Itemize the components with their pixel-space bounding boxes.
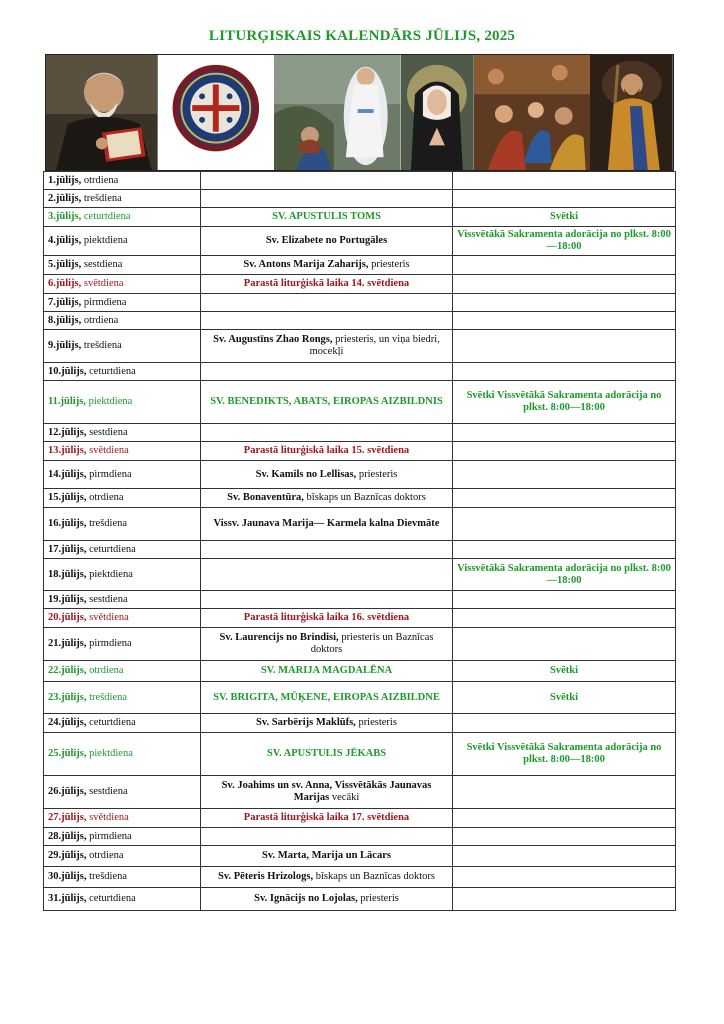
- celebration-cell: [201, 828, 453, 846]
- date-cell: [44, 809, 201, 828]
- weekday-label: otrdiena: [81, 314, 119, 326]
- date-cell: [44, 776, 201, 809]
- calendar-row: [44, 776, 676, 809]
- celebration-cell: [201, 489, 453, 508]
- celebration-cell: [201, 256, 453, 275]
- weekday-label: sestdiena: [81, 259, 123, 270]
- celebration-name: Vissv. Jaunava Marija— Karmela kalna Dievmāte: [213, 518, 440, 529]
- date-cell: [44, 312, 201, 330]
- calendar-row: [44, 172, 676, 190]
- note-text: Svētki Vissvētākā Sakramenta adorācija no plkst. 8:00—18:00: [466, 742, 662, 765]
- celebration-name: SV. APUSTULIS JĒKABS: [266, 748, 387, 759]
- calendar-row: [44, 628, 676, 661]
- weekday-label: ceturtdiena: [86, 543, 136, 555]
- celebration-cell: [201, 294, 453, 312]
- note-cell: [453, 208, 676, 227]
- date-label: 27.jūlijs,: [48, 812, 87, 823]
- note-cell: [453, 275, 676, 294]
- celebration-title: bīskaps un Baznīcas doktors: [313, 871, 435, 882]
- celebration-cell: [201, 591, 453, 609]
- celebration-name: Parastā liturģiskā laika 16. svētdiena: [243, 612, 410, 623]
- celebration-name: Sv. Antons Marija Zaharijs,: [243, 259, 369, 270]
- celebration-title: priesteris: [368, 259, 410, 270]
- calendar-row: [44, 541, 676, 559]
- weekday-label: sestdiena: [86, 786, 128, 797]
- date-label: 20.jūlijs,: [48, 612, 87, 623]
- date-label: 23.jūlijs,: [48, 691, 87, 703]
- weekday-label: sestdiena: [86, 426, 128, 438]
- weekday-label: svētdiena: [86, 612, 129, 623]
- calendar-row: [44, 330, 676, 363]
- note-text: Svētki: [549, 665, 578, 676]
- note-cell: [453, 508, 676, 541]
- weekday-label: piektdiena: [86, 568, 133, 580]
- date-cell: [44, 714, 201, 733]
- celebration-cell: [201, 559, 453, 591]
- calendar-row: [44, 294, 676, 312]
- date-cell: [44, 628, 201, 661]
- date-cell: [44, 461, 201, 489]
- calendar-row: [44, 714, 676, 733]
- date-label: 7.jūlijs,: [48, 296, 82, 308]
- date-cell: [44, 208, 201, 227]
- date-label: 19.jūlijs,: [48, 593, 87, 605]
- date-label: 31.jūlijs,: [48, 893, 87, 904]
- date-label: 3.jūlijs,: [48, 211, 82, 222]
- note-cell: [453, 867, 676, 888]
- celebration-title: priesteris: [356, 468, 398, 480]
- celebration-name: Sv. Marta, Marija un Lācars: [262, 850, 391, 861]
- note-text: Svētki: [549, 211, 578, 222]
- date-cell: [44, 294, 201, 312]
- date-label: 9.jūlijs,: [48, 340, 82, 351]
- note-cell: [453, 846, 676, 867]
- date-label: 21.jūlijs,: [48, 638, 87, 649]
- note-cell: [453, 424, 676, 442]
- date-label: 25.jūlijs,: [48, 748, 87, 759]
- calendar-row: [44, 190, 676, 208]
- celebration-cell: [201, 508, 453, 541]
- note-cell: [453, 682, 676, 714]
- note-cell: [453, 591, 676, 609]
- calendar-row: [44, 809, 676, 828]
- weekday-label: otrdiena: [86, 492, 124, 503]
- note-cell: [453, 256, 676, 275]
- weekday-label: ceturtdiena: [86, 365, 136, 377]
- note-cell: [453, 330, 676, 363]
- banner-images: [45, 54, 674, 171]
- calendar-row: [44, 442, 676, 461]
- celebration-title: priesteris un Baznīcas doktors: [310, 632, 434, 655]
- celebration-title: priesteris, un viņa biedri, mocekļi: [309, 334, 440, 357]
- note-text: Vissvētākā Sakramenta adorācija no plkst. 8:00—18:00: [457, 562, 671, 586]
- note-cell: [453, 172, 676, 190]
- note-cell: [453, 714, 676, 733]
- celebration-name: SV. MARIJA MAGDALĒNA: [260, 665, 393, 676]
- date-label: 30.jūlijs,: [48, 871, 87, 882]
- celebration-name: Sv. Joahims un sv. Anna, Vissvētākās Jaunavas Marijas: [221, 780, 432, 803]
- date-label: 8.jūlijs,: [48, 314, 82, 326]
- date-label: 2.jūlijs,: [48, 192, 82, 204]
- calendar-row: [44, 888, 676, 911]
- date-cell: [44, 256, 201, 275]
- note-cell: [453, 609, 676, 628]
- date-cell: [44, 442, 201, 461]
- date-label: 1.jūlijs,: [48, 174, 82, 186]
- celebration-name: Parastā liturģiskā laika 15. svētdiena: [243, 445, 410, 456]
- weekday-label: ceturtdiena: [86, 893, 136, 904]
- date-cell: [44, 591, 201, 609]
- date-cell: [44, 227, 201, 256]
- calendar-row: [44, 508, 676, 541]
- celebration-title: bīskaps un Baznīcas doktors: [303, 492, 426, 503]
- date-cell: [44, 559, 201, 591]
- calendar-row: [44, 609, 676, 628]
- calendar-row: [44, 828, 676, 846]
- date-cell: [44, 867, 201, 888]
- calendar-row: [44, 591, 676, 609]
- weekday-label: otrdiena: [86, 850, 124, 861]
- celebration-cell: [201, 190, 453, 208]
- date-cell: [44, 172, 201, 190]
- date-label: 17.jūlijs,: [48, 543, 87, 555]
- note-cell: [453, 661, 676, 682]
- celebration-name: Sv. Bonaventūra,: [227, 492, 304, 503]
- weekday-label: otrdiena: [81, 174, 119, 186]
- apparition-image: [274, 55, 401, 170]
- celebration-cell: [201, 733, 453, 776]
- weekday-label: otrdiena: [86, 665, 124, 676]
- weekday-label: svētdiena: [86, 812, 129, 823]
- celebration-cell: [201, 330, 453, 363]
- celebration-name: SV. BRIGITA, MŪĶENE, EIROPAS AIZBILDNE: [213, 691, 440, 703]
- saint-benedict-image: [46, 55, 158, 170]
- date-label: 24.jūlijs,: [48, 717, 87, 728]
- celebration-name: Parastā liturģiskā laika 17. svētdiena: [243, 812, 410, 823]
- celebration-cell: [201, 381, 453, 424]
- calendar-row: [44, 559, 676, 591]
- date-label: 4.jūlijs,: [48, 235, 82, 246]
- note-cell: [453, 442, 676, 461]
- celebration-cell: [201, 661, 453, 682]
- celebration-cell: [201, 442, 453, 461]
- date-label: 26.jūlijs,: [48, 786, 87, 797]
- weekday-label: trešdiena: [86, 691, 128, 703]
- calendar-row: [44, 661, 676, 682]
- calendar-row: [44, 461, 676, 489]
- celebration-name: Sv. Laurencijs no Brindisi,: [219, 632, 339, 643]
- date-label: 15.jūlijs,: [48, 492, 87, 503]
- celebration-name: Sv. Sarbērijs Maklūfs,: [256, 717, 356, 728]
- date-cell: [44, 682, 201, 714]
- date-cell: [44, 330, 201, 363]
- calendar-row: [44, 867, 676, 888]
- weekday-label: sestdiena: [86, 593, 128, 605]
- celebration-cell: [201, 682, 453, 714]
- note-text: Svētki Vissvētākā Sakramenta adorācija no plkst. 8:00—18:00: [466, 390, 662, 413]
- note-cell: [453, 363, 676, 381]
- note-cell: [453, 888, 676, 911]
- weekday-label: trešdiena: [81, 192, 122, 204]
- weekday-label: trešdiena: [81, 340, 122, 351]
- note-cell: [453, 559, 676, 591]
- celebration-name: SV. APUSTULIS TOMS: [272, 211, 381, 222]
- celebration-cell: [201, 888, 453, 911]
- saint-benedict-medal-image: [158, 55, 275, 170]
- date-cell: [44, 489, 201, 508]
- date-cell: [44, 661, 201, 682]
- weekday-label: piektdiena: [81, 235, 128, 246]
- note-cell: [453, 312, 676, 330]
- calendar-row: [44, 489, 676, 508]
- calendar-row: [44, 275, 676, 294]
- celebration-cell: [201, 867, 453, 888]
- date-cell: [44, 846, 201, 867]
- celebration-name: Sv. Augustīns Zhao Rongs,: [213, 334, 333, 345]
- note-cell: [453, 461, 676, 489]
- date-label: 11.jūlijs,: [48, 396, 86, 407]
- weekday-label: ceturtdiena: [81, 211, 131, 222]
- note-cell: [453, 190, 676, 208]
- date-cell: [44, 508, 201, 541]
- calendar-row: [44, 256, 676, 275]
- celebration-title: priesteris: [357, 893, 399, 904]
- weekday-label: trešdiena: [86, 518, 128, 529]
- celebration-cell: [201, 541, 453, 559]
- weekday-label: piektdiena: [86, 748, 133, 759]
- celebration-cell: [201, 461, 453, 489]
- celebration-name: SV. BENEDIKTS, ABATS, EIROPAS AIZBILDNIS: [210, 396, 443, 407]
- date-label: 14.jūlijs,: [48, 468, 87, 480]
- weekday-label: svētdiena: [81, 278, 124, 289]
- date-label: 18.jūlijs,: [48, 568, 87, 580]
- date-cell: [44, 541, 201, 559]
- celebration-cell: [201, 312, 453, 330]
- date-cell: [44, 424, 201, 442]
- celebration-name: Parastā liturģiskā laika 14. svētdiena: [243, 278, 410, 289]
- calendar-row: [44, 227, 676, 256]
- weekday-label: pirmdiena: [86, 638, 132, 649]
- saint-bridget-image: [401, 55, 474, 170]
- note-cell: [453, 628, 676, 661]
- calendar-row: [44, 733, 676, 776]
- celebration-cell: [201, 424, 453, 442]
- date-label: 22.jūlijs,: [48, 665, 87, 676]
- celebration-cell: [201, 809, 453, 828]
- saint-james-image: [590, 55, 673, 170]
- celebration-name: Sv. Elizabete no Portugāles: [265, 235, 388, 246]
- weekday-label: svētdiena: [86, 445, 129, 456]
- weekday-label: pirmdiena: [81, 296, 127, 308]
- calendar-row: [44, 682, 676, 714]
- celebration-cell: [201, 628, 453, 661]
- calendar-table: [43, 171, 676, 911]
- note-text: Vissvētākā Sakramenta adorācija no plkst. 8:00—18:00: [457, 229, 671, 252]
- date-label: 16.jūlijs,: [48, 518, 87, 529]
- date-cell: [44, 381, 201, 424]
- celebration-name: Sv. Kamils no Lellisas,: [255, 468, 357, 480]
- celebration-cell: [201, 846, 453, 867]
- weekday-label: pirmdiena: [86, 830, 132, 842]
- celebration-name: Sv. Pēteris Hrizologs,: [218, 871, 314, 882]
- celebration-cell: [201, 609, 453, 628]
- holy-family-image: [474, 55, 591, 170]
- calendar-row: [44, 846, 676, 867]
- note-cell: [453, 828, 676, 846]
- calendar-row: [44, 363, 676, 381]
- date-cell: [44, 275, 201, 294]
- note-cell: [453, 541, 676, 559]
- date-label: 6.jūlijs,: [48, 278, 82, 289]
- note-cell: [453, 227, 676, 256]
- weekday-label: pirmdiena: [86, 468, 132, 480]
- weekday-label: trešdiena: [86, 871, 128, 882]
- weekday-label: ceturtdiena: [86, 717, 136, 728]
- date-label: 12.jūlijs,: [48, 426, 87, 438]
- calendar-row: [44, 208, 676, 227]
- celebration-title: priesteris: [355, 717, 397, 728]
- celebration-name: Sv. Ignācijs no Lojolas,: [254, 893, 358, 904]
- calendar-row: [44, 381, 676, 424]
- date-label: 10.jūlijs,: [48, 365, 87, 377]
- celebration-title: vecāki: [329, 792, 360, 803]
- celebration-cell: [201, 227, 453, 256]
- celebration-cell: [201, 208, 453, 227]
- note-text: Svētki: [549, 691, 578, 703]
- calendar-row: [44, 312, 676, 330]
- note-cell: [453, 809, 676, 828]
- note-cell: [453, 381, 676, 424]
- note-cell: [453, 776, 676, 809]
- date-cell: [44, 828, 201, 846]
- celebration-cell: [201, 714, 453, 733]
- weekday-label: piektdiena: [85, 396, 133, 407]
- date-label: 29.jūlijs,: [48, 850, 87, 861]
- date-label: 13.jūlijs,: [48, 445, 87, 456]
- date-label: 28.jūlijs,: [48, 830, 87, 842]
- celebration-cell: [201, 172, 453, 190]
- date-cell: [44, 609, 201, 628]
- date-label: 5.jūlijs,: [48, 259, 82, 270]
- note-cell: [453, 294, 676, 312]
- celebration-cell: [201, 275, 453, 294]
- date-cell: [44, 888, 201, 911]
- celebration-cell: [201, 363, 453, 381]
- calendar-row: [44, 424, 676, 442]
- date-cell: [44, 363, 201, 381]
- date-cell: [44, 190, 201, 208]
- page-title: LITURĢISKAIS KALENDĀRS JŪLIJS, 2025: [208, 28, 516, 44]
- note-cell: [453, 733, 676, 776]
- celebration-cell: [201, 776, 453, 809]
- note-cell: [453, 489, 676, 508]
- date-cell: [44, 733, 201, 776]
